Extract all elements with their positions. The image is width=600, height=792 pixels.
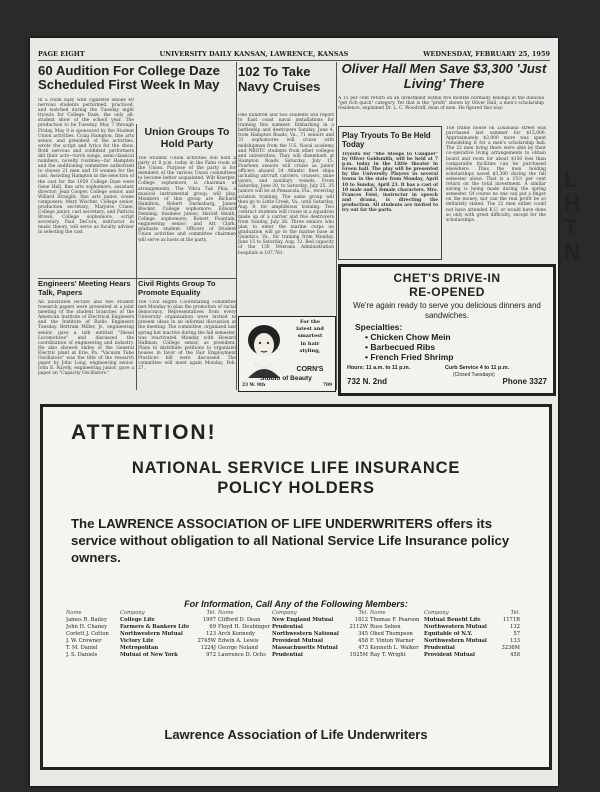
member-name: Edwin A. Lewis <box>218 638 259 644</box>
member-company: Prudential <box>424 645 455 651</box>
member-tel: 1171R <box>502 617 520 623</box>
member-row <box>66 617 216 624</box>
member-company: Mutual Benefit Life <box>424 617 481 623</box>
member-name: Floyd H. Deubinger <box>218 624 270 630</box>
corns-line-5: styling, <box>299 347 321 354</box>
headline-civil-rights: Civil Rights Group To Promote Equality <box>138 279 216 297</box>
chets-tagline: We're again ready to serve you delicious dinners and sandwiches. <box>353 301 541 320</box>
chets-specialties-title: Specialties: <box>355 322 403 332</box>
body-play: Tryouts for "She Stoops to Conquer" by Oliver Goldsmith, will be held at 7 p.m. today in the Little theater in Green hall. The play will be presented by the University Players in several towns in the state from Monday, April 10 to Sunday, April 23. It has a cast of 10 male and 5 female characters. Mrs. Frances Feist, instructor in speech and drama, is directing the production. All students are invited to try out for the parts. <box>342 152 438 214</box>
member-tel: 57 <box>513 631 520 637</box>
chets-closed: (Closed Tuesdays) <box>453 372 495 378</box>
member-tel: 458 <box>510 652 520 658</box>
article-engineers <box>38 280 134 297</box>
member-company: College Life <box>120 617 155 623</box>
article-civil-rights <box>138 280 236 297</box>
member-name: Thomas F. Pearson <box>370 617 420 623</box>
member-tel: 345 <box>358 631 368 637</box>
member-name: F. Vinton Warner <box>370 638 415 644</box>
member-company: Northwestern Mutual <box>424 624 487 630</box>
nsli-attention: ATTENTION! <box>71 421 217 444</box>
member-row <box>66 645 216 652</box>
corns-line-1: For the <box>299 319 321 325</box>
member-name: John H. Chaney <box>66 624 108 630</box>
column-rule <box>136 124 137 390</box>
member-tel: 1997 <box>202 617 216 623</box>
member-row <box>370 638 520 645</box>
chets-item-2: • Barbecued Ribs <box>365 342 436 352</box>
headline-union: Union Groups To Hold Party <box>144 126 230 150</box>
member-name: Obed Thompson <box>370 631 413 637</box>
member-company: Northwestern Mutual <box>424 638 487 644</box>
article-navy <box>238 64 334 94</box>
member-company: Metropolitan <box>120 645 159 651</box>
member-name: Clifford D. Dean <box>218 617 261 623</box>
member-tel: 133 <box>510 638 520 644</box>
corns-phone: 709 <box>322 383 332 388</box>
member-company: Northwestern Mutual <box>120 631 183 637</box>
headline-engineers: Engineers' Meeting Hears Talk, Papers <box>38 279 131 297</box>
article-play-tryouts <box>338 126 442 260</box>
paper-name: UNIVERSITY DAILY KANSAN, LAWRENCE, KANSAS <box>159 50 349 58</box>
member-row <box>370 645 520 652</box>
corns-line-2: latest and <box>296 326 324 333</box>
member-company: Victory Life <box>120 638 154 644</box>
member-company: Equitable of N.Y. <box>424 631 473 637</box>
corns-line-3: smartest <box>297 333 323 340</box>
member-row <box>218 652 368 659</box>
member-company: Prudential <box>272 652 303 658</box>
newspaper-page <box>30 38 580 786</box>
page-date: WEDNESDAY, FEBRUARY 25, 1959 <box>423 50 550 58</box>
adjacent-page-fragment: L H T N <box>564 168 580 264</box>
headline-play: Play Tryouts To Be Held Today <box>342 131 431 149</box>
headline-navy: 102 To Take Navy Cruises <box>238 64 321 94</box>
corns-line-4: in hair <box>300 340 320 347</box>
member-company: Farmers & Bankers Life <box>120 624 190 630</box>
article-college-daze <box>38 64 236 92</box>
body-engineers: An illustrated lecture and two student research papers were presented at a joint meeting of the student branches of the American Institute of Electrical Engineers and the Institute of Radio Engineers Tuesday. Bertram Miller, Jr., engineering senior, gave a talk entitled "Diesel Locomotives" and discussed the coordination of engineering and industry. He also showed slides of the General Electric plant at Erie, Pa. "Vacuum Tube Oscillators" was the title of the research paper by John Long, engineering senior. John E. Ravely, engineering junior, gave a paper on "Capacity Oscillators." <box>38 300 134 377</box>
ad-chets-drive-in <box>338 264 556 396</box>
article-union <box>138 126 236 150</box>
member-company: New England Mutual <box>272 617 334 623</box>
member-row <box>370 617 520 624</box>
member-name: Kenneth L. Walker <box>370 645 419 651</box>
bullet-icon: • <box>365 342 371 352</box>
corns-sub: Studio of Beauty <box>260 375 312 382</box>
nsli-head-2: POLICY HOLDERS <box>217 479 375 497</box>
body-oliver-hall-2: The frame house on Louisiana street was purchased last summer for $15,000. Approximately $3,000 more was spent remodeling it for a men's scholarship hall. The 22 men living there were able by their co-operative living arrangements to obtain board and room for about $150 less than comparable facilities can be purchased elsewhere. Thus the men holding scholarships saved $3,300 during the fall semester alone. That is a 15½ per cent return on the total investment. A similar saving is being made during the spring semester. Of course no one can put a finger on the money, nor can the real profit be so definitely stated. The 22 men either could not have attended K.U. or would have done so only with great difficulty, except for the scholarships. <box>446 126 546 223</box>
members-column <box>218 610 368 659</box>
headline-oliver-hall: Oliver Hall Men Save $3,300 'Just Living' There <box>341 61 547 91</box>
members-column-header: Name Company Tel. <box>66 610 216 616</box>
member-tel: 69 <box>209 624 216 630</box>
member-row <box>66 652 216 659</box>
member-company: Massachusetts Mutual <box>272 645 338 651</box>
member-tel: 1925M <box>349 652 368 658</box>
chets-phone: Phone 3327 <box>502 377 547 386</box>
row-rule <box>38 278 236 279</box>
member-row <box>66 631 216 638</box>
page-number: PAGE EIGHT <box>38 50 85 58</box>
members-column <box>370 610 520 659</box>
member-name: George Noland <box>218 645 258 651</box>
nsli-footer: Lawrence Association of Life Underwriters <box>164 727 428 742</box>
member-name: Ray T. Wright <box>370 652 406 658</box>
member-company: Mutual of New York <box>120 652 178 658</box>
member-tel: 132 <box>510 624 520 630</box>
chets-title-2: RE-OPENED <box>409 285 485 299</box>
member-tel: 458 <box>358 638 368 644</box>
member-name: J. S. Daniels <box>66 652 98 658</box>
member-row <box>218 638 368 645</box>
member-name: Russ Sebon <box>370 624 401 630</box>
member-name: T. M. Daniel <box>66 645 98 651</box>
ad-corns-beauty <box>238 316 336 392</box>
member-tel: 123 <box>206 631 216 637</box>
chets-title-1: CHET'S DRIVE-IN <box>393 271 501 285</box>
headline-college-daze: 60 Audition For College Daze Scheduled First Week In May <box>38 63 220 92</box>
member-row <box>370 631 520 638</box>
chets-address: 732 N. 2nd <box>347 377 388 386</box>
body-union: The Student Union activities will hold a party at 8 p.m. today in the Palm room of the Union. Purpose of the party is for members of the various Union committees to become better acquainted. Wilt Knerper, College sophomore, is chairman of arrangements. The Vibra Tuk Phia, a musical instrumental group, will play. Members of this group are Richard Hamilton, Robert Darmsburg, James Blocker, College sophomore; Edward Denning, business junior; Harold Heath, College sophomore; Robert Fountain, engineering senior; and Art Clark, graduate student. Officers of Student Union activities and committee chairmen will serve as hosts at the party. <box>138 156 236 243</box>
body-navy: One hundred and two students will report to East coast naval installations for training this summer. Embarking in a battleship and destroyers Sunday, June 4, from Hampton Roads, Va., 71 seniors and 31 sophomores will cruise with midshipmen from the U.S. Naval academy and NROTC students from other colleges and universities. They will disembark at Hampton Roads Saturday, July 15. Fourteen seniors will cruise as junior officers aboard 24 Atlantic fleet ships including aircraft carriers, cruisers, mine layers, and auxiliary vessels. From Saturday, June 20, to Saturday, July 25, 35 juniors will be at Pensacola, Fla., receiving aviation training. The same group will then go to Little Creek, Va., until Saturday, Aug. 8, for amphibious training. Two contract students will cruise in a squadron made up of a carrier and five destroyers from Sunday, July 26. Three seniors who plan to enter the marine corps on graduation will go to the marine base at Quantico, Va., for training from Monday, June 15 to Saturday, Aug. 12. Bed capacity of the 130 Veterans Administration hospitals is 107,761. <box>238 113 334 256</box>
members-column-header: Name Company Tel. <box>218 610 368 616</box>
member-name: Arch Kennedy <box>218 631 255 637</box>
ad-nsli <box>40 404 552 770</box>
nsli-call: For Information, Call Any of the Following Members: <box>184 599 408 609</box>
woman-portrait-icon <box>242 320 286 380</box>
nsli-head-1: NATIONAL SERVICE LIFE INSURANCE <box>131 459 461 477</box>
member-row <box>218 645 368 652</box>
member-name: J. W. Crowner <box>66 638 102 644</box>
member-tel: 3236M <box>501 645 520 651</box>
member-tel: 1224J <box>200 645 216 651</box>
article-oliver-hall <box>338 62 550 91</box>
member-row <box>370 652 520 659</box>
member-row <box>370 624 520 631</box>
column-rule <box>336 62 337 390</box>
members-column <box>66 610 216 659</box>
member-company: Provident Mutual <box>424 652 475 658</box>
member-row <box>218 624 368 631</box>
member-company: Provident Mutual <box>272 638 323 644</box>
chets-curb: Curb Service 4 to 11 p.m. <box>445 365 510 371</box>
member-company: Northwestern National <box>272 631 339 637</box>
members-column-header: Name Company Tel. <box>370 610 520 616</box>
chets-item-1: • Chicken Chow Mein <box>365 332 451 342</box>
member-tel: 972 <box>206 652 216 658</box>
nsli-offer: The LAWRENCE ASSOCIATION OF LIFE UNDERWRITERS offers its service without obligation to all National Service Life Insurance policy owners. <box>71 516 510 565</box>
chets-item-3: • French Fried Shrimp <box>365 352 454 362</box>
column-rule <box>236 62 237 390</box>
member-name: Lawrence D. Ochs <box>218 652 266 658</box>
body-oliver-hall: A 15 per cent return on an investment within five months normally belongs in the dubious "get rich quick" category. Yet that is the "profit" shown by Oliver Hall, a men's scholarship residence, explained Dr. L. C. Woodruff, dean of men. He figured this way: <box>338 96 544 112</box>
member-tel: 2112W <box>349 624 368 630</box>
member-company: Prudential <box>272 624 303 630</box>
member-row <box>66 624 216 631</box>
member-row <box>218 631 368 638</box>
member-row <box>218 617 368 624</box>
page-header <box>38 50 550 61</box>
member-tel: 1812 <box>354 617 368 623</box>
member-tel: 2745W <box>197 638 216 644</box>
member-name: Corlett J. Cotton <box>66 631 109 637</box>
body-college-daze: In a room hazy with cigarette smoke 60 nervous students performed, practiced, and watched during the Tuesday night tryouts for College Daze, the only all-student show of the school year. The production to be Tuesday, May 7 through Friday, May 9 is sponsored by the Student Union activities. Craig Hampton, fine arts senior, and president of the activities, wrote the script and lyrics for the show. Both nervous and confident performers did their acts—torch songs, semi-classical numbers, novelty routines—for Hampton and the auditioning committee authorized to choose 21 men and 18 women for the cast. Assisting Hampton in the selection of the cast for the 1959 College Daze were Gene Hall, fine arts sophomore, assistant director; Jean Cooper, College senior, and Willard Straight, fine arts junior, scene composers; Mary Wischer, College senior, production secretary; Marjorie Crane, College junior, cast secretary; and Patricia Brown, College sophomore, script secretary. Paul DeCora, instructor in music theory, will serve as faculty adviser in selecting the cast. <box>38 98 134 236</box>
body-civil-rights: The Civil Rights Coordinating committee met Monday to plan the promotion of racial democracy. Representatives from every University organization were invited to present ideas in an informal discussion at the meeting. The committee, organized last spring but inactive during the fall semester, was reactivated Monday with Howard Hallman, College senior, as president. Plans to distribute petitions to organized houses in favor of the Fair Employment Practices bill were discussed. The committee will meet again Monday, Feb. 27. <box>138 300 236 372</box>
bullet-icon: • <box>365 332 371 342</box>
chets-hours: Hours: 11 a.m. to 11 p.m. <box>347 365 411 371</box>
corns-address: 23 W. 9th <box>242 383 266 388</box>
member-row <box>66 638 216 645</box>
member-tel: 473 <box>358 645 368 651</box>
corns-name: CORN'S <box>296 366 324 373</box>
bullet-icon: • <box>365 352 371 362</box>
member-name: James R. Bailey <box>66 617 107 623</box>
